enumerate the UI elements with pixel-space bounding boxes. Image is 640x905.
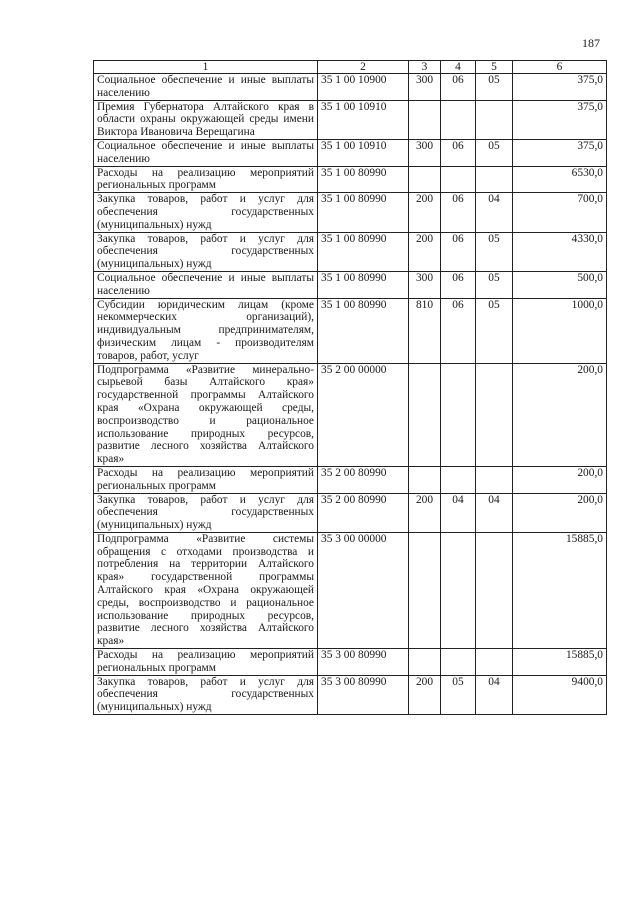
row-name: Социальное обеспечение и иные выплаты населению: [94, 139, 318, 166]
row-sum: 200,0: [513, 466, 607, 493]
row-sum: 9400,0: [513, 675, 607, 714]
row-column-5: 05: [476, 74, 513, 101]
row-name: Социальное обеспечение и иные выплаты населению: [94, 74, 318, 101]
row-sum: 200,0: [513, 363, 607, 466]
table-row: [94, 466, 607, 493]
row-column-4: 06: [441, 139, 476, 166]
row-column-4: 06: [441, 232, 476, 271]
row-column-4: 06: [441, 271, 476, 298]
table-row: [94, 271, 607, 298]
row-column-5: [476, 100, 513, 139]
row-column-4: 05: [441, 675, 476, 714]
row-column-3: [409, 363, 441, 466]
column-header: 3: [409, 61, 441, 74]
row-sum: 700,0: [513, 193, 607, 232]
row-sum: 15885,0: [513, 532, 607, 648]
table-row: [94, 298, 607, 363]
row-column-3: [409, 532, 441, 648]
row-column-5: [476, 466, 513, 493]
row-column-4: [441, 466, 476, 493]
row-column-4: 04: [441, 493, 476, 532]
row-column-3: [409, 649, 441, 676]
row-name: Закупка товаров, работ и услуг для обеспечения государственных (муниципальных) нужд: [94, 232, 318, 271]
row-column-3: [409, 166, 441, 193]
row-sum: 500,0: [513, 271, 607, 298]
table-row: [94, 232, 607, 271]
row-column-3: [409, 100, 441, 139]
row-column-3: 200: [409, 193, 441, 232]
row-sum: 1000,0: [513, 298, 607, 363]
table-row: [94, 649, 607, 676]
table-row: [94, 493, 607, 532]
row-column-4: [441, 649, 476, 676]
row-code: 35 2 00 80990: [318, 466, 409, 493]
table-row: [94, 363, 607, 466]
row-column-3: [409, 466, 441, 493]
row-sum: 375,0: [513, 100, 607, 139]
row-code: 35 1 00 10910: [318, 139, 409, 166]
row-code: 35 1 00 80990: [318, 232, 409, 271]
row-column-3: 300: [409, 139, 441, 166]
table-row: [94, 166, 607, 193]
row-column-3: 810: [409, 298, 441, 363]
column-header: 1: [94, 61, 318, 74]
row-column-4: [441, 363, 476, 466]
column-header: 5: [476, 61, 513, 74]
row-column-5: 04: [476, 675, 513, 714]
row-column-5: [476, 166, 513, 193]
row-sum: 375,0: [513, 139, 607, 166]
row-name: Закупка товаров, работ и услуг для обеспечения государственных (муниципальных) нужд: [94, 675, 318, 714]
row-code: 35 1 00 80990: [318, 298, 409, 363]
row-code: 35 1 00 80990: [318, 271, 409, 298]
row-sum: 15885,0: [513, 649, 607, 676]
row-column-5: [476, 363, 513, 466]
row-code: 35 1 00 10900: [318, 74, 409, 101]
row-column-5: 04: [476, 193, 513, 232]
row-column-5: 05: [476, 271, 513, 298]
table-row: [94, 100, 607, 139]
row-sum: 375,0: [513, 74, 607, 101]
row-column-3: 300: [409, 74, 441, 101]
row-column-4: [441, 532, 476, 648]
row-column-5: [476, 532, 513, 648]
row-code: 35 3 00 80990: [318, 675, 409, 714]
row-code: 35 1 00 10910: [318, 100, 409, 139]
column-header: 2: [318, 61, 409, 74]
row-name: Расходы на реализацию мероприятий региональных программ: [94, 466, 318, 493]
row-name: Социальное обеспечение и иные выплаты населению: [94, 271, 318, 298]
row-column-5: 05: [476, 298, 513, 363]
row-name: Расходы на реализацию мероприятий региональных программ: [94, 166, 318, 193]
row-column-4: [441, 166, 476, 193]
row-code: 35 1 00 80990: [318, 166, 409, 193]
row-code: 35 3 00 00000: [318, 532, 409, 648]
row-code: 35 2 00 00000: [318, 363, 409, 466]
row-sum: 6530,0: [513, 166, 607, 193]
row-column-4: 06: [441, 74, 476, 101]
column-header: 4: [441, 61, 476, 74]
row-column-5: [476, 649, 513, 676]
column-header: 6: [513, 61, 607, 74]
table-row: [94, 193, 607, 232]
row-name: Закупка товаров, работ и услуг для обеспечения государственных (муниципальных) нужд: [94, 493, 318, 532]
row-sum: 4330,0: [513, 232, 607, 271]
table-row: [94, 139, 607, 166]
row-column-3: 200: [409, 675, 441, 714]
row-name: Закупка товаров, работ и услуг для обеспечения государственных (муниципальных) нужд: [94, 193, 318, 232]
row-sum: 200,0: [513, 493, 607, 532]
row-name: Подпрограмма «Развитие системы обращения с отходами производства и потребления на территории Алтайского края» государственной программы Алтайского края «Охрана окружающей среды, воспроизводство и рациональное использование природных ресурсов, развитие лесного хозяйства Алтайского края»: [94, 532, 318, 648]
row-column-5: 05: [476, 232, 513, 271]
row-name: Подпрограмма «Развитие минерально-сырьевой базы Алтайского края» государственной программы Алтайского края «Охрана окружающей среды, воспроизводство и рациональное использование природных ресурсов, развитие лесного хозяйства Алтайского края»: [94, 363, 318, 466]
row-column-4: [441, 100, 476, 139]
row-column-3: 300: [409, 271, 441, 298]
row-name: Субсидии юридическим лицам (кроме некоммерческих организаций), индивидуальным предпринимателям, физическим лицам - производителям товаров, работ, услуг: [94, 298, 318, 363]
page-number: 187: [582, 36, 600, 50]
row-column-3: 200: [409, 232, 441, 271]
header-row: [94, 61, 607, 74]
row-code: 35 1 00 80990: [318, 193, 409, 232]
row-column-4: 06: [441, 193, 476, 232]
table-row: [94, 532, 607, 648]
row-code: 35 3 00 80990: [318, 649, 409, 676]
row-name: Премия Губернатора Алтайского края в области охраны окружающей среды имени Виктора Ивановича Верещагина: [94, 100, 318, 139]
row-column-3: 200: [409, 493, 441, 532]
row-column-4: 06: [441, 298, 476, 363]
row-name: Расходы на реализацию мероприятий региональных программ: [94, 649, 318, 676]
row-column-5: 05: [476, 139, 513, 166]
table-row: [94, 74, 607, 101]
row-code: 35 2 00 80990: [318, 493, 409, 532]
table-row: [94, 675, 607, 714]
row-column-5: 04: [476, 493, 513, 532]
budget-table: [93, 60, 607, 715]
